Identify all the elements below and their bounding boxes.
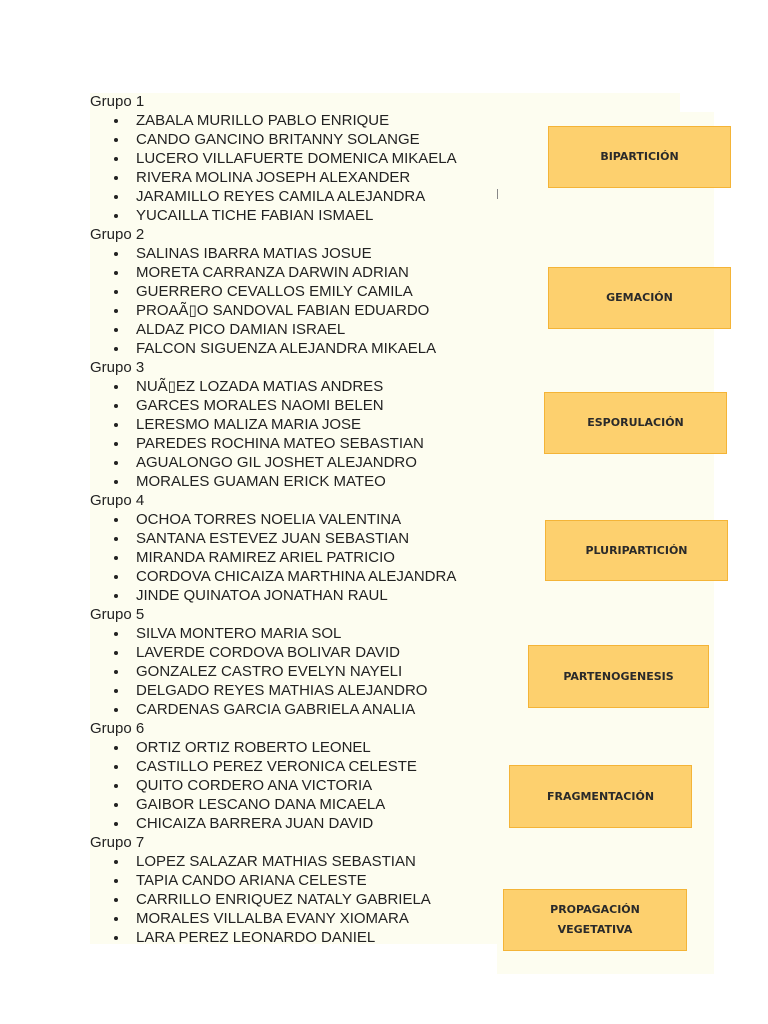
- group-title: Grupo 5: [90, 606, 145, 623]
- list-item: [90, 852, 510, 871]
- list-item: [90, 909, 510, 928]
- member-name: CARDENAS GARCIA GABRIELA ANALIA: [136, 701, 416, 718]
- bullet-icon: [114, 119, 118, 123]
- group-title: Grupo 7: [90, 834, 145, 851]
- bullet-icon: [114, 423, 118, 427]
- label-partenogenesis: [528, 645, 709, 708]
- bullet-icon: [114, 176, 118, 180]
- member-name: SANTANA ESTEVEZ JUAN SEBASTIAN: [136, 530, 410, 547]
- bullet-icon: [114, 252, 118, 256]
- label-text: PROPAGACIÓN VEGETATIVA: [550, 903, 640, 936]
- bullet-icon: [114, 689, 118, 693]
- bullet-icon: [114, 879, 118, 883]
- list-item: [90, 149, 510, 168]
- member-name: LERESMO MALIZA MARIA JOSE: [136, 416, 362, 433]
- list-item: [90, 643, 510, 662]
- bullet-icon: [114, 347, 118, 351]
- member-list: [90, 624, 510, 719]
- bullet-icon: [114, 936, 118, 940]
- list-item: [90, 700, 510, 719]
- label-fragmentacion: [509, 765, 692, 828]
- list-item: [90, 320, 510, 339]
- member-name: DELGADO REYES MATHIAS ALEJANDRO: [136, 682, 428, 699]
- list-item: [90, 586, 510, 605]
- list-item: [90, 187, 510, 206]
- group-title: Grupo 3: [90, 359, 145, 376]
- list-item: [90, 377, 510, 396]
- member-name: CHICAIZA BARRERA JUAN DAVID: [136, 815, 374, 832]
- member-name: CORDOVA CHICAIZA MARTHINA ALEJANDRA: [136, 568, 457, 585]
- list-item: [90, 757, 510, 776]
- member-name: GONZALEZ CASTRO EVELYN NAYELI: [136, 663, 403, 680]
- bullet-icon: [114, 518, 118, 522]
- list-item: [90, 301, 510, 320]
- bullet-icon: [114, 632, 118, 636]
- bullet-icon: [114, 670, 118, 674]
- bullet-icon: [114, 575, 118, 579]
- list-item: [90, 472, 510, 491]
- member-name: GARCES MORALES NAOMI BELEN: [136, 397, 384, 414]
- list-item: [90, 567, 510, 586]
- member-list: [90, 852, 510, 947]
- list-item: [90, 548, 510, 567]
- bullet-icon: [114, 309, 118, 313]
- bullet-icon: [114, 594, 118, 598]
- member-name: PROAÃ▯O SANDOVAL FABIAN EDUARDO: [136, 302, 430, 319]
- list-item: [90, 662, 510, 681]
- member-name: CANDO GANCINO BRITANNY SOLANGE: [136, 131, 420, 148]
- list-item: [90, 415, 510, 434]
- label-gemacion: [548, 267, 731, 329]
- member-name: RIVERA MOLINA JOSEPH ALEXANDER: [136, 169, 411, 186]
- bullet-icon: [114, 784, 118, 788]
- list-item: [90, 206, 510, 225]
- list-item: [90, 339, 510, 358]
- bullet-icon: [114, 708, 118, 712]
- list-item: [90, 928, 510, 947]
- member-name: CARRILLO ENRIQUEZ NATALY GABRIELA: [136, 891, 431, 908]
- member-name: FALCON SIGUENZA ALEJANDRA MIKAELA: [136, 340, 437, 357]
- bullet-icon: [114, 860, 118, 864]
- bullet-icon: [114, 157, 118, 161]
- member-name: MORETA CARRANZA DARWIN ADRIAN: [136, 264, 409, 281]
- group-title: Grupo 6: [90, 720, 145, 737]
- member-name: OCHOA TORRES NOELIA VALENTINA: [136, 511, 402, 528]
- bullet-icon: [114, 917, 118, 921]
- bullet-icon: [114, 803, 118, 807]
- group-title: Grupo 2: [90, 226, 145, 243]
- label-propagacion-vegetativa: [503, 889, 687, 951]
- list-item: [90, 263, 510, 282]
- list-item: [90, 168, 510, 187]
- bullet-icon: [114, 385, 118, 389]
- bullet-icon: [114, 138, 118, 142]
- member-name: MORALES GUAMAN ERICK MATEO: [136, 473, 386, 490]
- list-item: [90, 111, 510, 130]
- group-title: Grupo 1: [90, 93, 145, 110]
- group-title: Grupo 4: [90, 492, 145, 509]
- bullet-icon: [114, 290, 118, 294]
- member-list: [90, 377, 510, 491]
- member-name: LUCERO VILLAFUERTE DOMENICA MIKAELA: [136, 150, 457, 167]
- list-item: [90, 453, 510, 472]
- label-text: PARTENOGENESIS: [563, 669, 674, 683]
- label-text: BIPARTICIÓN: [600, 150, 679, 163]
- list-item: [90, 529, 510, 548]
- label-text: PLURIPARTICIÓN: [585, 543, 688, 557]
- member-name: ALDAZ PICO DAMIAN ISRAEL: [136, 321, 346, 338]
- label-text: GEMACIÓN: [606, 291, 673, 304]
- member-name: ZABALA MURILLO PABLO ENRIQUE: [136, 112, 390, 129]
- member-name: YUCAILLA TICHE FABIAN ISMAEL: [136, 207, 374, 224]
- member-name: QUITO CORDERO ANA VICTORIA: [136, 777, 373, 794]
- list-item: [90, 244, 510, 263]
- label-text: FRAGMENTACIÓN: [546, 789, 655, 803]
- list-item: [90, 814, 510, 833]
- member-name: LARA PEREZ LEONARDO DANIEL: [136, 929, 376, 946]
- group-list: [90, 92, 510, 947]
- label-text: ESPORULACIÓN: [587, 416, 684, 429]
- member-name: CASTILLO PEREZ VERONICA CELESTE: [136, 758, 417, 775]
- member-name: LOPEZ SALAZAR MATHIAS SEBASTIAN: [136, 853, 416, 870]
- member-list: [90, 510, 510, 605]
- member-name: LAVERDE CORDOVA BOLIVAR DAVID: [136, 644, 400, 661]
- bullet-icon: [114, 328, 118, 332]
- list-item: [90, 681, 510, 700]
- member-list: [90, 738, 510, 833]
- member-name: ORTIZ ORTIZ ROBERTO LEONEL: [136, 739, 371, 756]
- label-biparticion: [548, 126, 731, 188]
- member-name: MIRANDA RAMIREZ ARIEL PATRICIO: [136, 549, 395, 566]
- member-name: GAIBOR LESCANO DANA MICAELA: [136, 796, 386, 813]
- member-name: TAPIA CANDO ARIANA CELESTE: [136, 872, 367, 889]
- list-item: [90, 871, 510, 890]
- member-name: SILVA MONTERO MARIA SOL: [136, 625, 342, 642]
- member-name: AGUALONGO GIL JOSHET ALEJANDRO: [136, 454, 417, 471]
- bullet-icon: [114, 214, 118, 218]
- label-pluriparticion: [545, 520, 728, 581]
- member-name: SALINAS IBARRA MATIAS JOSUE: [136, 245, 372, 262]
- bullet-icon: [114, 271, 118, 275]
- list-item: [90, 434, 510, 453]
- member-list: [90, 111, 510, 225]
- list-item: [90, 776, 510, 795]
- list-item: [90, 795, 510, 814]
- bullet-icon: [114, 556, 118, 560]
- bullet-icon: [114, 651, 118, 655]
- list-item: [90, 890, 510, 909]
- bullet-icon: [114, 746, 118, 750]
- list-item: [90, 510, 510, 529]
- list-item: [90, 738, 510, 757]
- list-item: [90, 130, 510, 149]
- bullet-icon: [114, 461, 118, 465]
- label-esporulacion: [544, 392, 727, 454]
- member-name: JINDE QUINATOA JONATHAN RAUL: [136, 587, 388, 604]
- member-name: NUÃ▯EZ LOZADA MATIAS ANDRES: [136, 378, 384, 395]
- member-list: [90, 244, 510, 358]
- bullet-icon: [114, 822, 118, 826]
- bullet-icon: [114, 442, 118, 446]
- bullet-icon: [114, 195, 118, 199]
- list-item: [90, 624, 510, 643]
- member-name: JARAMILLO REYES CAMILA ALEJANDRA: [136, 188, 426, 205]
- bullet-icon: [114, 404, 118, 408]
- bullet-icon: [114, 537, 118, 541]
- list-item: [90, 396, 510, 415]
- member-name: GUERRERO CEVALLOS EMILY CAMILA: [136, 283, 413, 300]
- bullet-icon: [114, 480, 118, 484]
- bullet-icon: [114, 898, 118, 902]
- list-item: [90, 282, 510, 301]
- bullet-icon: [114, 765, 118, 769]
- member-name: MORALES VILLALBA EVANY XIOMARA: [136, 910, 409, 927]
- member-name: PAREDES ROCHINA MATEO SEBASTIAN: [136, 435, 424, 452]
